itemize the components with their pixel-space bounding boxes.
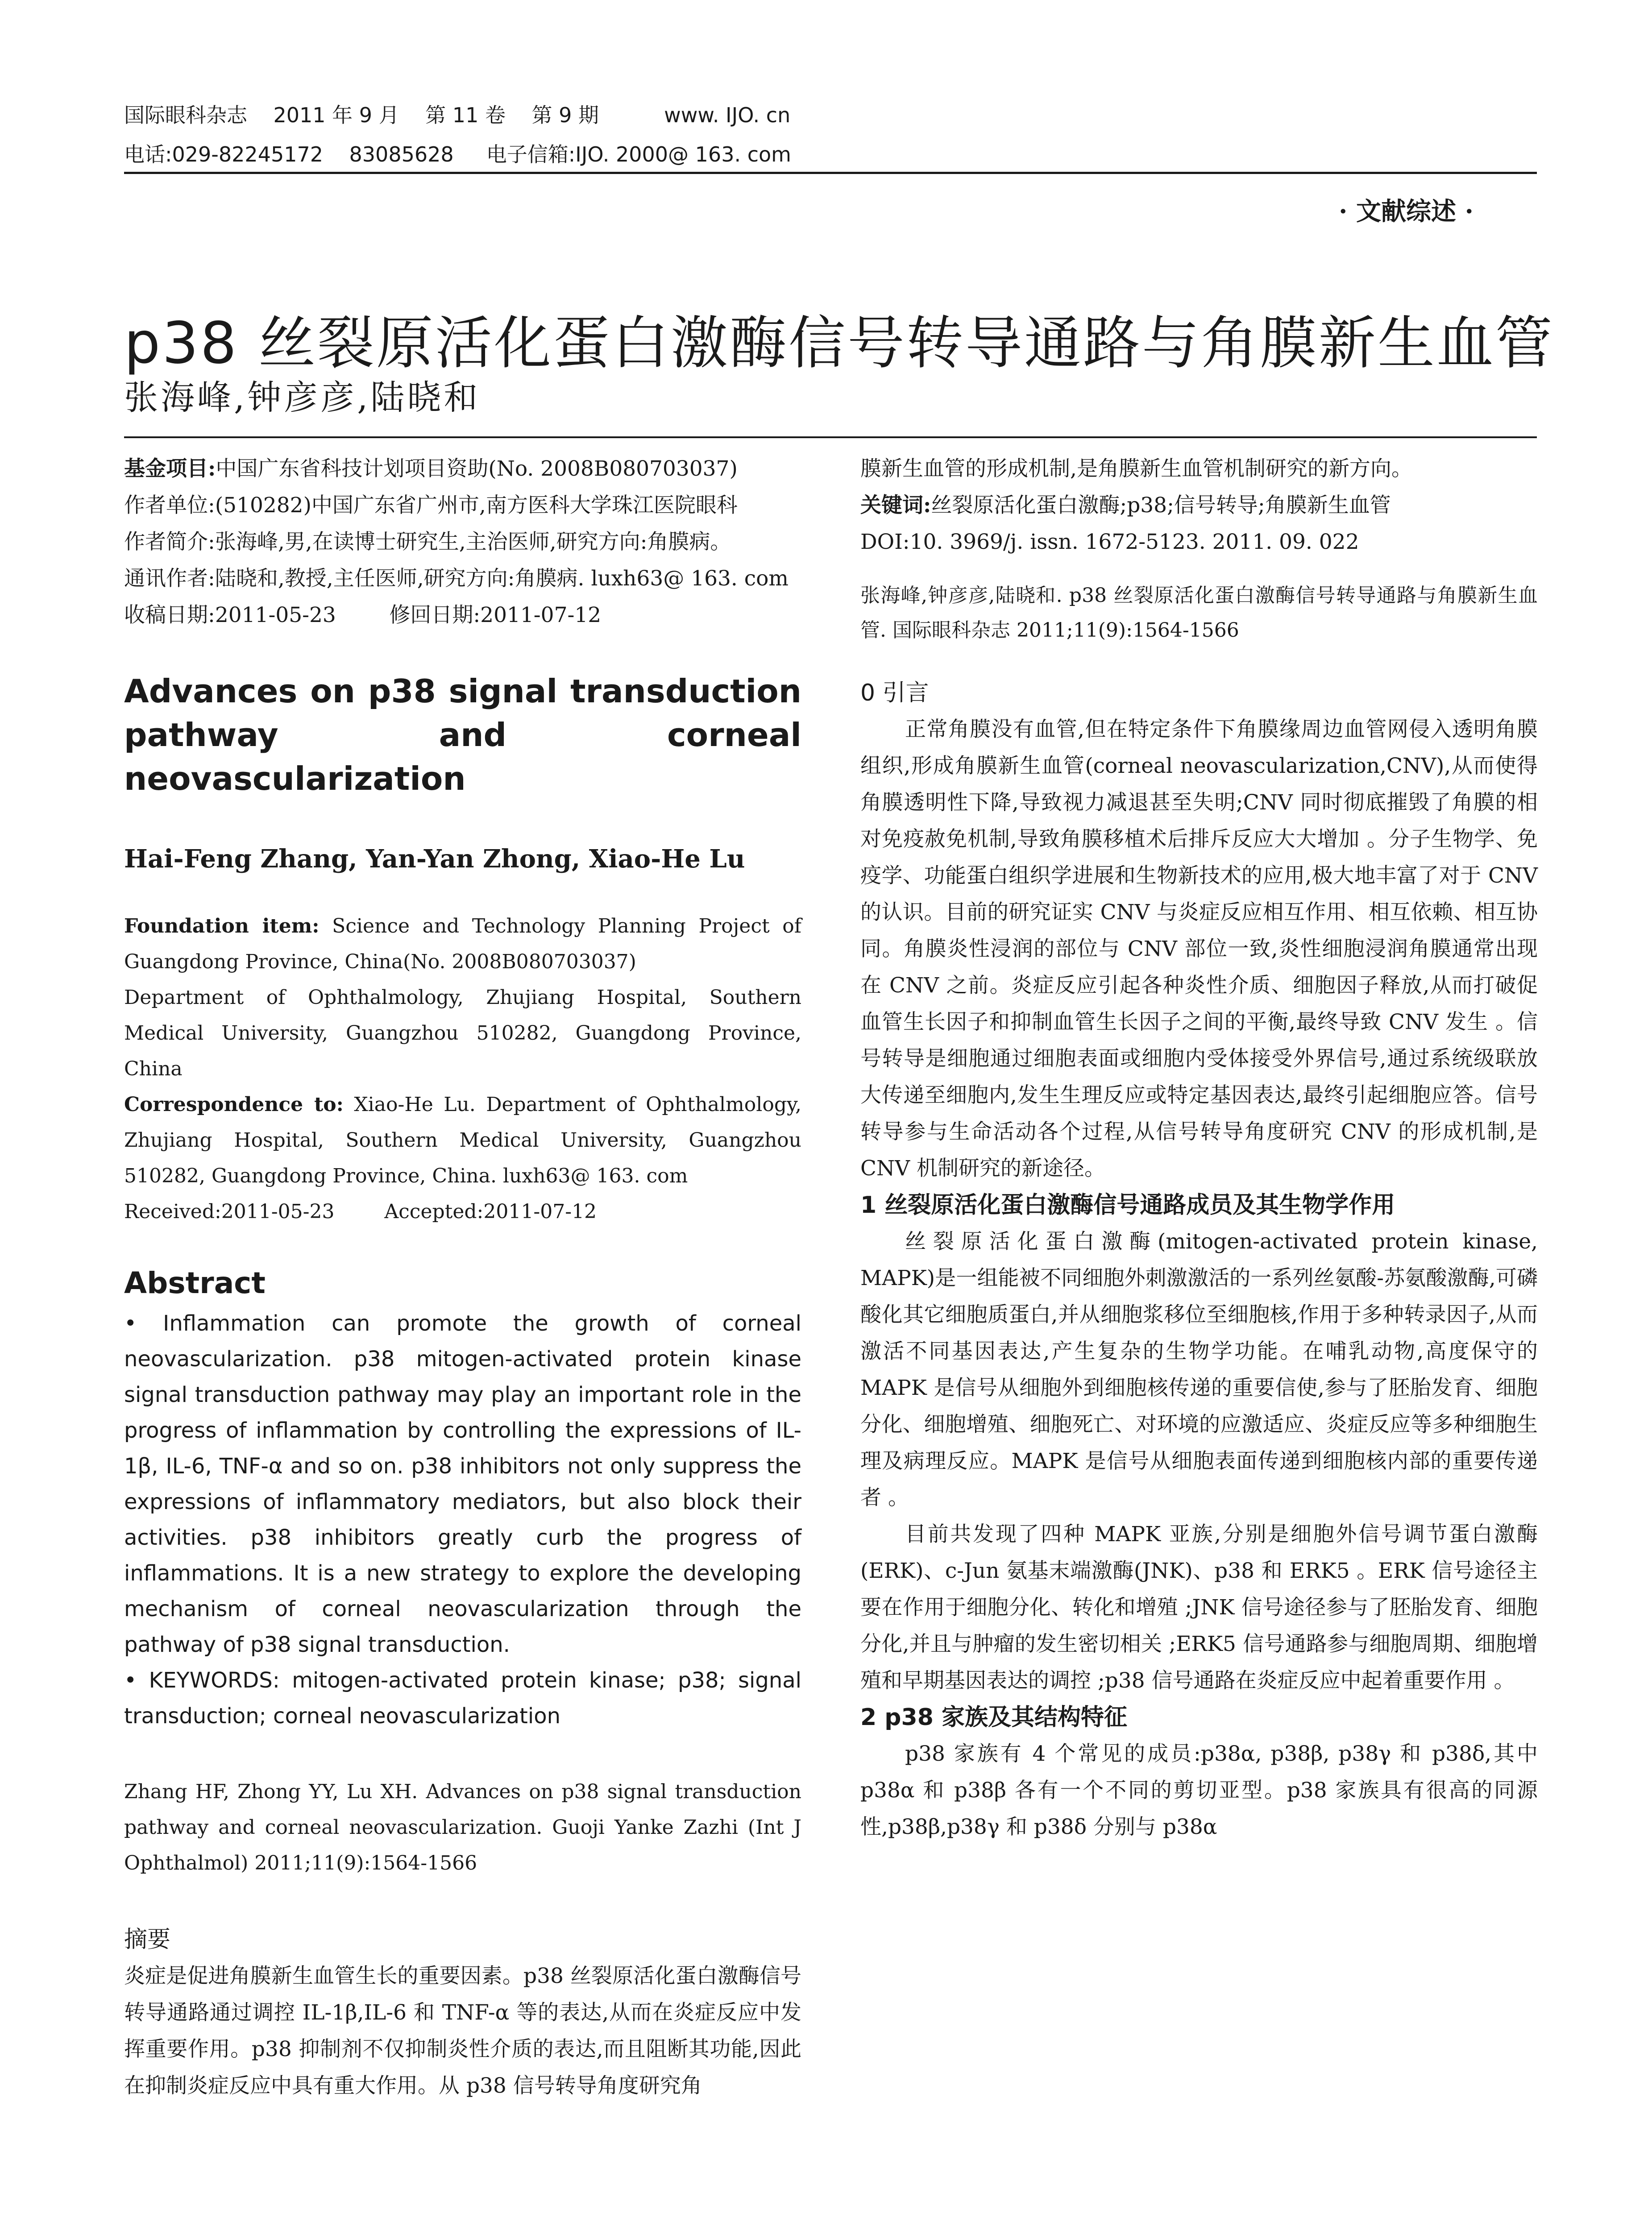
- english-authors: Hai-Feng Zhang, Yan-Yan Zhong, Xiao-He Lu: [124, 844, 745, 874]
- correspondence-info: 通讯作者:陆晓和,教授,主任医师,研究方向:角膜病. luxh63@ 163. com: [124, 566, 789, 591]
- left-column: [124, 451, 801, 2104]
- citation-chinese: 张海峰,钟彦彦,陆晓和. p38 丝裂原活化蛋白激酶信号转导通路与角膜新生血管. 国际眼科杂志 2011;11(9):1564-1566: [860, 584, 1538, 642]
- citation-english: Zhang HF, Zhong YY, Lu XH. Advances on p38 signal transduction pathway and corneal neovascularization. Guoji Yanke Zazhi (Int J Ophthalmol) 2011;11(9):1564-1566: [124, 1780, 801, 1874]
- keywords-en: • KEYWORDS: mitogen-activated protein kinase; p38; signal transduction; corneal neovascularization: [124, 1668, 801, 1729]
- author-list: 张海峰,钟彦彦,陆晓和: [124, 377, 481, 417]
- section-1-paragraph-1: 丝裂原活化蛋白激酶(mitogen-activated protein kinase, MAPK)是一组能被不同细胞外刺激激活的一系列丝氨酸-苏氨酸激酶,可磷酸化其它细胞质蛋白,并从细胞浆移位至细胞核,作用于多种转录因子,从而激活不同基因表达,产生复杂的生物学功能。在哺乳动物,高度保守的 MAPK 是信号从细胞外到细胞核传递的重要信使,参与了胚胎发育、细胞分化、细胞增殖、细胞死亡、对环境的应激适应、炎症反应等多种细胞生理及病理反应。MAPK 是信号从细胞表面传递到细胞核内部的重要传递者 。: [860, 1229, 1538, 1510]
- english-info: [124, 908, 801, 1230]
- abstract-heading: Abstract: [124, 1266, 266, 1300]
- section-2-heading: 2 p38 家族及其结构特征: [860, 1704, 1127, 1731]
- department-info: Department of Ophthalmology, Zhujiang Hospital, Southern Medical University, Guangzhou 510282, Guangdong Province, China: [124, 986, 801, 1080]
- chinese-abstract-heading: 摘要: [124, 1926, 171, 1953]
- running-header-journal: 国际眼科杂志 2011 年 9 月 第 11 卷 第 9 期 www. IJO. cn: [124, 103, 791, 127]
- section-2-paragraph: p38 家族有 4 个常见的成员:p38α, p38β, p38γ 和 p38δ,其中 p38α 和 p38β 各有一个不同的剪切亚型。p38 家族具有很高的同源性,p38β,p38γ 和 p38δ 分别与 p38α: [860, 1742, 1538, 1839]
- correspondence-en: Correspondence to: Xiao-He Lu. Department of Ophthalmology, Zhujiang Hospital, Southern Medical University, Guangzhou 510282, Guangdong Province, China. luxh63@ 163. com: [124, 1093, 801, 1187]
- chinese-keywords: 关键词:丝裂原活化蛋白激酶;p38;信号转导;角膜新生血管: [860, 493, 1391, 518]
- abstract-body: • Inflammation can promote the growth of corneal neovascularization. p38 mitogen-activated protein kinase signal transduction pathway may play an important role in the progress of inflammation by controlling the expressions of IL-1β, IL-6, TNF-α and so on. p38 inhibitors not only suppress the expressions of inflammatory mediators, but also block their activities. p38 inhibitors greatly curb the progress of inflammations. It is a new strategy to explore the developing mechanism of corneal neovascularization through the pathway of p38 signal transduction.: [124, 1311, 801, 1657]
- section-tag: · 文献综述 ·: [1339, 197, 1474, 226]
- chinese-abstract-continued: 膜新生血管的形成机制,是角膜新生血管机制研究的新方向。: [860, 456, 1412, 481]
- doi: DOI:10. 3969/j. issn. 1672-5123. 2011. 09. 022: [860, 530, 1359, 554]
- header-rule: [124, 172, 1537, 174]
- author-bio: 作者简介:张海峰,男,在读博士研究生,主治医师,研究方向:角膜病。: [124, 530, 731, 554]
- received-en: Received:2011-05-23 Accepted:2011-07-12: [124, 1200, 597, 1223]
- english-title: Advances on p38 signal transduction pathway and corneal neovascularization: [124, 672, 801, 797]
- received-dates: 收稿日期:2011-05-23 修回日期:2011-07-12: [124, 603, 602, 627]
- section-0-heading: 0 引言: [860, 680, 929, 706]
- chinese-abstract-body: 炎症是促进角膜新生血管生长的重要因素。p38 丝裂原活化蛋白激酶信号转导通路通过调控 IL-1β,IL-6 和 TNF-α 等的表达,从而在炎症反应中发挥重要作用。p38 抑制剂不仅抑制炎性介质的表达,而且阻断其功能,因此在抑制炎症反应中具有重大作用。从 p38 信号转导角度研究角: [124, 1964, 801, 2098]
- running-header-contact: 电话:029-82245172 83085628 电子信箱:IJO. 2000@ 163. com: [124, 142, 791, 166]
- title-rule: [124, 436, 1537, 438]
- section-1-heading: 1 丝裂原活化蛋白激酶信号通路成员及其生物学作用: [860, 1192, 1395, 1219]
- right-column: [860, 451, 1538, 1845]
- affiliation-info: 作者单位:(510282)中国广东省广州市,南方医科大学珠江医院眼科: [124, 493, 738, 518]
- abstract-english: [124, 1306, 801, 1734]
- foundation-item: Foundation item: Science and Technology Planning Project of Guangdong Province, China(No. 2008B080703037): [124, 915, 801, 973]
- article-title: p38 丝裂原活化蛋白激酶信号转导通路与角膜新生血管: [124, 310, 1554, 377]
- section-1-paragraph-2: 目前共发现了四种 MAPK 亚族,分别是细胞外信号调节蛋白激酶(ERK)、c-Jun 氨基末端激酶(JNK)、p38 和 ERK5 。ERK 信号途径主要在作用于细胞分化、转化和增殖 ;JNK 信号途径参与了胚胎发育、细胞分化,并且与肿瘤的发生密切相关 ;ERK5 信号通路参与细胞周期、细胞增殖和早期基因表达的调控 ;p38 信号通路在炎症反应中起着重要作用 。: [860, 1522, 1538, 1693]
- fund-info: 基金项目:中国广东省科技计划项目资助(No. 2008B080703037): [124, 456, 738, 481]
- section-0-paragraph: 正常角膜没有血管,但在特定条件下角膜缘周边血管网侵入透明角膜组织,形成角膜新生血管(corneal neovascularization,CNV),从而使得角膜透明性下降,导致视力减退甚至失明;CNV 同时彻底摧毁了角膜的相对免疫赦免机制,导致角膜移植术后排斥反应大大增加 。分子生物学、免疫学、功能蛋白组织学进展和生物新技术的应用,极大地丰富了对于 CNV 的认识。目前的研究证实 CNV 与炎症反应相互作用、相互依赖、相互协同。角膜炎性浸润的部位与 CNV 部位一致,炎性细胞浸润角膜通常出现在 CNV 之前。炎症反应引起各种炎性介质、细胞因子释放,从而打破促血管生长因子和抑制血管生长因子之间的平衡,最终导致 CNV 发生 。信号转导是细胞通过细胞表面或细胞内受体接受外界信号,通过系统级联放大传递至细胞内,发生生理反应或特定基因表达,最终引起细胞应答。信号转导参与生命活动各个过程,从信号转导角度研究 CNV 的形成机制,是 CNV 机制研究的新途径。: [860, 717, 1538, 1181]
